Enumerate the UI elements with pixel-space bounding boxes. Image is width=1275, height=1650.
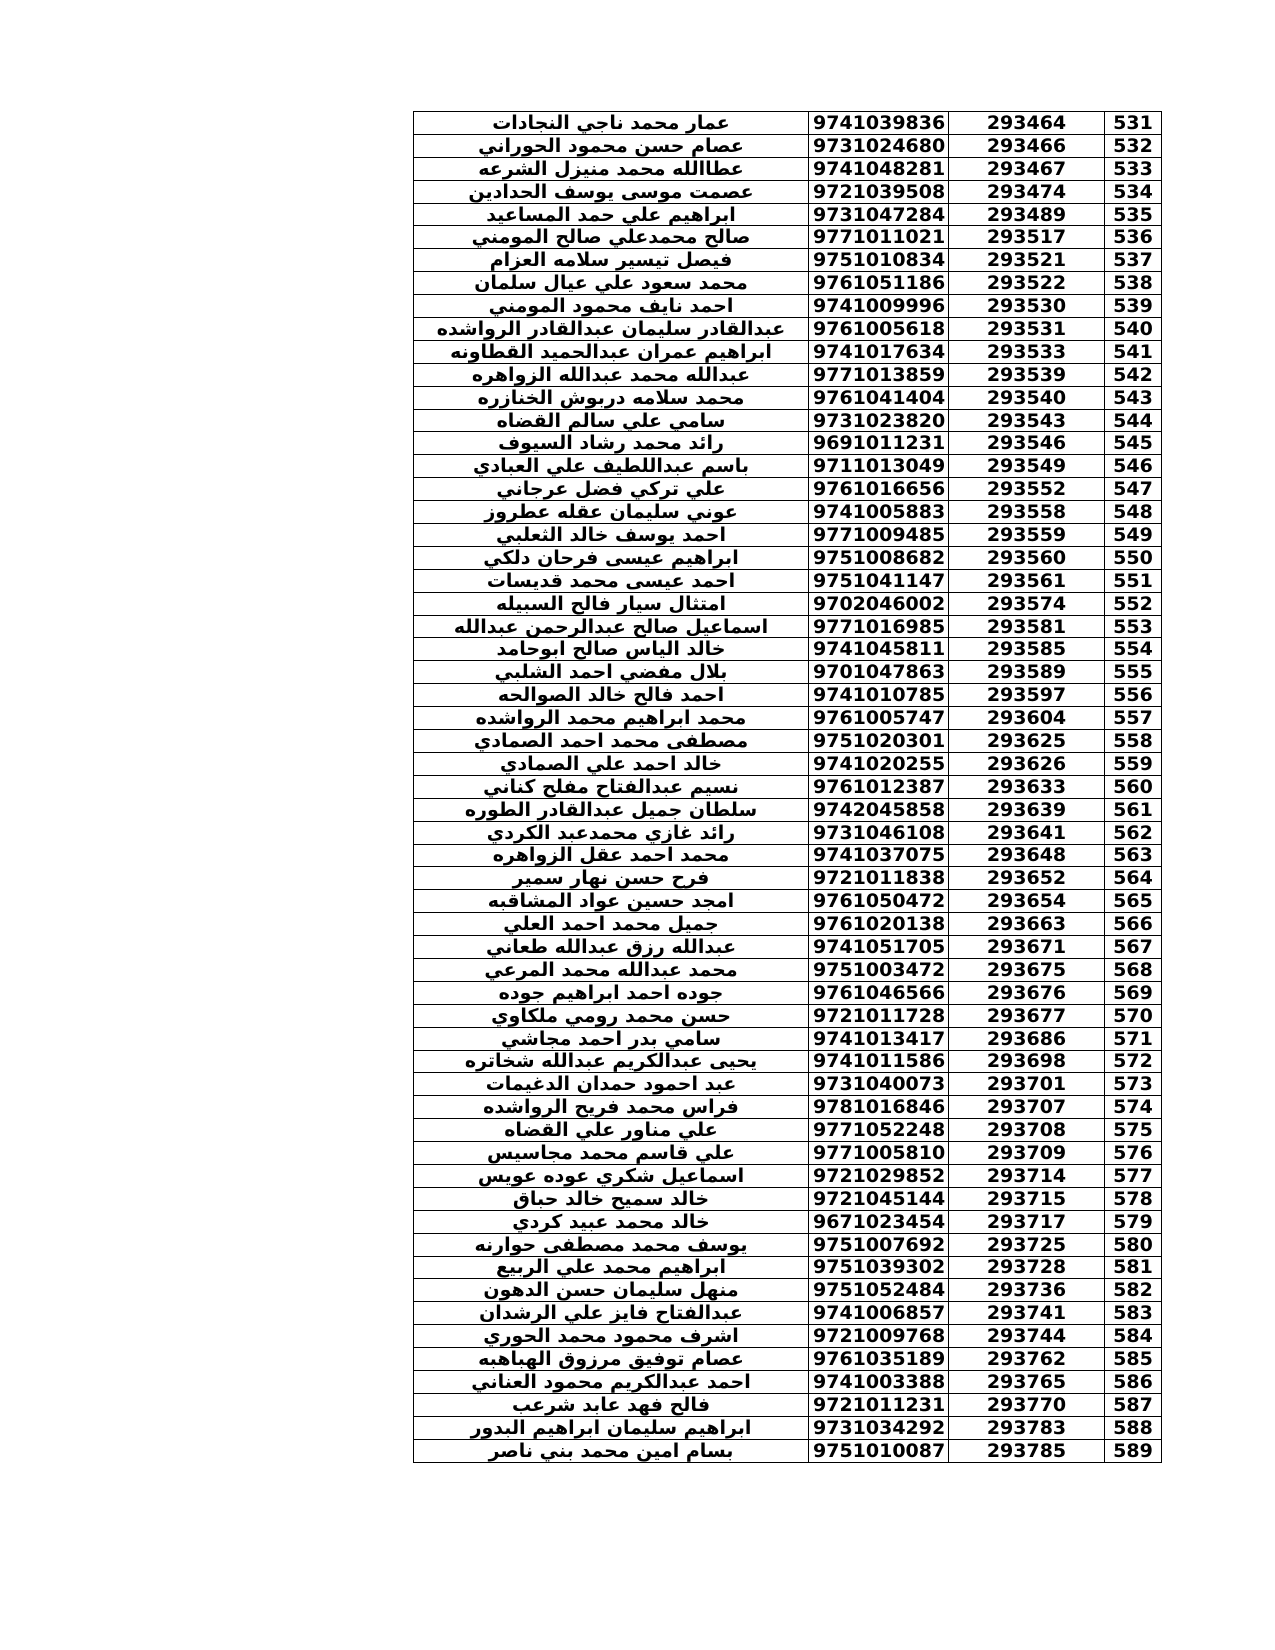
national-id-cell: 9731047284 [809, 203, 949, 226]
national-id-cell: 9751010834 [809, 249, 949, 272]
name-cell: اشرف محمود محمد الحوري [414, 1325, 809, 1348]
name-cell: خالد سميح خالد حباق [414, 1187, 809, 1210]
code-cell: 293546 [949, 432, 1105, 455]
code-cell: 293474 [949, 180, 1105, 203]
table-row [414, 707, 1162, 730]
sequence-number-cell: 574 [1105, 1096, 1162, 1119]
sequence-number-cell: 553 [1105, 615, 1162, 638]
table-row [414, 134, 1162, 157]
code-cell: 293489 [949, 203, 1105, 226]
table-row [414, 249, 1162, 272]
sequence-number-cell: 582 [1105, 1279, 1162, 1302]
code-cell: 293708 [949, 1119, 1105, 1142]
code-cell: 293585 [949, 638, 1105, 661]
national-id-cell: 9741017634 [809, 340, 949, 363]
table-row [414, 981, 1162, 1004]
code-cell: 293762 [949, 1348, 1105, 1371]
code-cell: 293686 [949, 1027, 1105, 1050]
code-cell: 293783 [949, 1416, 1105, 1439]
national-id-cell: 9751010087 [809, 1439, 949, 1462]
code-cell: 293574 [949, 592, 1105, 615]
national-id-cell: 9771052248 [809, 1119, 949, 1142]
table-row [414, 1210, 1162, 1233]
national-id-cell: 9741009996 [809, 295, 949, 318]
national-id-cell: 9771013859 [809, 363, 949, 386]
sequence-number-cell: 580 [1105, 1233, 1162, 1256]
table-row [414, 272, 1162, 295]
name-cell: محمد سعود علي عيال سلمان [414, 272, 809, 295]
name-cell: بسام امين محمد بني ناصر [414, 1439, 809, 1462]
national-id-cell: 9741039836 [809, 112, 949, 135]
code-cell: 293467 [949, 157, 1105, 180]
table-row [414, 180, 1162, 203]
name-cell: نسيم عبدالفتاح مفلح كناني [414, 775, 809, 798]
name-cell: عبدالله محمد عبدالله الزواهره [414, 363, 809, 386]
sequence-number-cell: 557 [1105, 707, 1162, 730]
national-id-cell: 9721011728 [809, 1004, 949, 1027]
code-cell: 293676 [949, 981, 1105, 1004]
table-row [414, 1256, 1162, 1279]
sequence-number-cell: 559 [1105, 752, 1162, 775]
table-row [414, 524, 1162, 547]
name-cell: احمد فالح خالد الصوالحه [414, 684, 809, 707]
sequence-number-cell: 560 [1105, 775, 1162, 798]
table-row [414, 958, 1162, 981]
code-cell: 293539 [949, 363, 1105, 386]
national-id-cell: 9711013049 [809, 455, 949, 478]
table-row [414, 295, 1162, 318]
national-id-cell: 9751052484 [809, 1279, 949, 1302]
sequence-number-cell: 585 [1105, 1348, 1162, 1371]
table-row [414, 730, 1162, 753]
sequence-number-cell: 545 [1105, 432, 1162, 455]
table-row [414, 1050, 1162, 1073]
table-row [414, 936, 1162, 959]
national-id-cell: 9741051705 [809, 936, 949, 959]
sequence-number-cell: 547 [1105, 478, 1162, 501]
name-cell: ابراهيم علي حمد المساعيد [414, 203, 809, 226]
name-cell: فرح حسن نهار سمير [414, 867, 809, 890]
code-cell: 293597 [949, 684, 1105, 707]
code-cell: 293540 [949, 386, 1105, 409]
table-row [414, 569, 1162, 592]
code-cell: 293639 [949, 798, 1105, 821]
national-id-cell: 9742045858 [809, 798, 949, 821]
table-row [414, 226, 1162, 249]
sequence-number-cell: 584 [1105, 1325, 1162, 1348]
table-row [414, 913, 1162, 936]
sequence-number-cell: 589 [1105, 1439, 1162, 1462]
name-cell: علي تركي فضل عرجاني [414, 478, 809, 501]
code-cell: 293741 [949, 1302, 1105, 1325]
national-id-cell: 9771011021 [809, 226, 949, 249]
national-id-cell: 9761041404 [809, 386, 949, 409]
national-id-cell: 9761051186 [809, 272, 949, 295]
sequence-number-cell: 544 [1105, 409, 1162, 432]
name-cell: سامي علي سالم القضاه [414, 409, 809, 432]
name-cell: محمد احمد عقل الزواهره [414, 844, 809, 867]
code-cell: 293736 [949, 1279, 1105, 1302]
national-id-cell: 9701047863 [809, 661, 949, 684]
sequence-number-cell: 539 [1105, 295, 1162, 318]
sequence-number-cell: 538 [1105, 272, 1162, 295]
table-row [414, 1233, 1162, 1256]
national-id-cell: 9731023820 [809, 409, 949, 432]
table-row [414, 318, 1162, 341]
national-id-cell: 9751003472 [809, 958, 949, 981]
table-row [414, 1073, 1162, 1096]
table-row [414, 1119, 1162, 1142]
code-cell: 293765 [949, 1370, 1105, 1393]
name-cell: امتثال سيار فالح السبيله [414, 592, 809, 615]
national-id-cell: 9741003388 [809, 1370, 949, 1393]
name-cell: بلال مفضي احمد الشلبي [414, 661, 809, 684]
national-id-cell: 9731040073 [809, 1073, 949, 1096]
sequence-number-cell: 578 [1105, 1187, 1162, 1210]
national-id-cell: 9751039302 [809, 1256, 949, 1279]
sequence-number-cell: 569 [1105, 981, 1162, 1004]
name-cell: ابراهيم عيسى فرحان دلكي [414, 546, 809, 569]
table-row [414, 1164, 1162, 1187]
table-row [414, 1325, 1162, 1348]
name-cell: احمد يوسف خالد الثعلبي [414, 524, 809, 547]
name-cell: جوده احمد ابراهيم جوده [414, 981, 809, 1004]
national-id-cell: 9761035189 [809, 1348, 949, 1371]
name-cell: عبدالله رزق عبدالله طعاني [414, 936, 809, 959]
national-id-cell: 9761005618 [809, 318, 949, 341]
name-cell: امجد حسين عواد المشاقبه [414, 890, 809, 913]
national-id-cell: 9741011586 [809, 1050, 949, 1073]
table-row [414, 775, 1162, 798]
code-cell: 293785 [949, 1439, 1105, 1462]
table-row [414, 363, 1162, 386]
name-cell: اسماعيل صالح عبدالرحمن عبدالله [414, 615, 809, 638]
table-row [414, 1393, 1162, 1416]
table-row [414, 1416, 1162, 1439]
national-id-cell: 9761016656 [809, 478, 949, 501]
name-cell: سلطان جميل عبدالقادر الطوره [414, 798, 809, 821]
table-row [414, 1142, 1162, 1165]
sequence-number-cell: 533 [1105, 157, 1162, 180]
national-id-cell: 9761050472 [809, 890, 949, 913]
code-cell: 293714 [949, 1164, 1105, 1187]
sequence-number-cell: 532 [1105, 134, 1162, 157]
sequence-number-cell: 566 [1105, 913, 1162, 936]
table-row [414, 455, 1162, 478]
name-cell: احمد عبدالكريم محمود العناني [414, 1370, 809, 1393]
name-cell: سامي بدر احمد مجاشي [414, 1027, 809, 1050]
code-cell: 293654 [949, 890, 1105, 913]
table-row [414, 1004, 1162, 1027]
name-cell: ابراهيم محمد علي الربيع [414, 1256, 809, 1279]
code-cell: 293464 [949, 112, 1105, 135]
sequence-number-cell: 537 [1105, 249, 1162, 272]
sequence-number-cell: 565 [1105, 890, 1162, 913]
code-cell: 293552 [949, 478, 1105, 501]
national-id-cell: 9691011231 [809, 432, 949, 455]
table-row [414, 1348, 1162, 1371]
table-row [414, 112, 1162, 135]
name-cell: عصام توفيق مرزوق الهباهبه [414, 1348, 809, 1371]
national-id-cell: 9731046108 [809, 821, 949, 844]
sequence-number-cell: 541 [1105, 340, 1162, 363]
sequence-number-cell: 586 [1105, 1370, 1162, 1393]
national-id-cell: 9741037075 [809, 844, 949, 867]
code-cell: 293558 [949, 501, 1105, 524]
national-id-cell: 9741020255 [809, 752, 949, 775]
code-cell: 293709 [949, 1142, 1105, 1165]
sequence-number-cell: 573 [1105, 1073, 1162, 1096]
code-cell: 293728 [949, 1256, 1105, 1279]
table-row [414, 615, 1162, 638]
code-cell: 293589 [949, 661, 1105, 684]
sequence-number-cell: 575 [1105, 1119, 1162, 1142]
national-id-cell: 9751020301 [809, 730, 949, 753]
table-row [414, 1439, 1162, 1462]
name-cell: خالد محمد عبيد كردي [414, 1210, 809, 1233]
national-id-cell: 9741045811 [809, 638, 949, 661]
national-id-cell: 9761046566 [809, 981, 949, 1004]
name-cell: عمار محمد ناجي النجادات [414, 112, 809, 135]
table-row [414, 661, 1162, 684]
code-cell: 293717 [949, 1210, 1105, 1233]
table-row [414, 867, 1162, 890]
code-cell: 293543 [949, 409, 1105, 432]
code-cell: 293701 [949, 1073, 1105, 1096]
sequence-number-cell: 562 [1105, 821, 1162, 844]
national-id-cell: 9721029852 [809, 1164, 949, 1187]
sequence-number-cell: 543 [1105, 386, 1162, 409]
sequence-number-cell: 542 [1105, 363, 1162, 386]
national-id-cell: 9761020138 [809, 913, 949, 936]
national-id-cell: 9741006857 [809, 1302, 949, 1325]
table-row [414, 1096, 1162, 1119]
name-cell: صالح محمدعلي صالح المومني [414, 226, 809, 249]
national-id-cell: 9781016846 [809, 1096, 949, 1119]
code-cell: 293581 [949, 615, 1105, 638]
national-id-cell: 9771009485 [809, 524, 949, 547]
name-cell: احمد نايف محمود المومني [414, 295, 809, 318]
table-row [414, 684, 1162, 707]
name-cell: جميل محمد احمد العلي [414, 913, 809, 936]
sequence-number-cell: 576 [1105, 1142, 1162, 1165]
code-cell: 293725 [949, 1233, 1105, 1256]
table-row [414, 1027, 1162, 1050]
table-row [414, 546, 1162, 569]
sequence-number-cell: 558 [1105, 730, 1162, 753]
name-cell: رائد غازي محمدعبد الكردي [414, 821, 809, 844]
code-cell: 293770 [949, 1393, 1105, 1416]
table-row [414, 1187, 1162, 1210]
code-cell: 293561 [949, 569, 1105, 592]
sequence-number-cell: 567 [1105, 936, 1162, 959]
name-cell: عصمت موسى يوسف الحدادين [414, 180, 809, 203]
name-cell: حسن محمد رومي ملكاوي [414, 1004, 809, 1027]
sequence-number-cell: 548 [1105, 501, 1162, 524]
name-cell: خالد الياس صالح ابوحامد [414, 638, 809, 661]
national-id-cell: 9702046002 [809, 592, 949, 615]
table-row [414, 890, 1162, 913]
national-id-cell: 9741013417 [809, 1027, 949, 1050]
code-cell: 293707 [949, 1096, 1105, 1119]
name-cell: فالح فهد عابد شرعب [414, 1393, 809, 1416]
table-row [414, 501, 1162, 524]
table-row [414, 798, 1162, 821]
code-cell: 293559 [949, 524, 1105, 547]
code-cell: 293641 [949, 821, 1105, 844]
name-cell: محمد ابراهيم محمد الرواشده [414, 707, 809, 730]
name-cell: يوسف محمد مصطفى حوارنه [414, 1233, 809, 1256]
name-cell: خالد احمد علي الصمادي [414, 752, 809, 775]
sequence-number-cell: 551 [1105, 569, 1162, 592]
table-row [414, 157, 1162, 180]
name-cell: مصطفى محمد احمد الصمادي [414, 730, 809, 753]
sequence-number-cell: 561 [1105, 798, 1162, 821]
national-id-cell: 9721011838 [809, 867, 949, 890]
national-id-cell: 9761005747 [809, 707, 949, 730]
name-cell: احمد عيسى محمد قديسات [414, 569, 809, 592]
name-cell: ابراهيم عمران عبدالحميد القطاونه [414, 340, 809, 363]
sequence-number-cell: 564 [1105, 867, 1162, 890]
name-cell: فيصل تيسير سلامه العزام [414, 249, 809, 272]
code-cell: 293648 [949, 844, 1105, 867]
sequence-number-cell: 581 [1105, 1256, 1162, 1279]
name-cell: فراس محمد فريح الرواشده [414, 1096, 809, 1119]
name-cell: يحيى عبدالكريم عبدالله شخاتره [414, 1050, 809, 1073]
table-row [414, 1370, 1162, 1393]
code-cell: 293531 [949, 318, 1105, 341]
national-id-cell: 9771005810 [809, 1142, 949, 1165]
name-cell: عبدالفتاح فايز علي الرشدان [414, 1302, 809, 1325]
code-cell: 293633 [949, 775, 1105, 798]
table-row [414, 1302, 1162, 1325]
name-cell: عوني سليمان عقله عطروز [414, 501, 809, 524]
name-cell: محمد سلامه دربوش الخنازره [414, 386, 809, 409]
table-row [414, 821, 1162, 844]
sequence-number-cell: 536 [1105, 226, 1162, 249]
national-id-cell: 9741010785 [809, 684, 949, 707]
code-cell: 293604 [949, 707, 1105, 730]
code-cell: 293677 [949, 1004, 1105, 1027]
sequence-number-cell: 577 [1105, 1164, 1162, 1187]
code-cell: 293466 [949, 134, 1105, 157]
name-cell: عصام حسن محمود الحوراني [414, 134, 809, 157]
sequence-number-cell: 550 [1105, 546, 1162, 569]
table-row [414, 844, 1162, 867]
code-cell: 293625 [949, 730, 1105, 753]
name-cell: منهل سليمان حسن الدهون [414, 1279, 809, 1302]
sequence-number-cell: 535 [1105, 203, 1162, 226]
name-cell: عبدالقادر سليمان عبدالقادر الرواشده [414, 318, 809, 341]
sequence-number-cell: 583 [1105, 1302, 1162, 1325]
sequence-number-cell: 568 [1105, 958, 1162, 981]
sequence-number-cell: 555 [1105, 661, 1162, 684]
name-cell: اسماعيل شكري عوده عويس [414, 1164, 809, 1187]
table-row [414, 203, 1162, 226]
sequence-number-cell: 563 [1105, 844, 1162, 867]
name-cell: علي قاسم محمد مجاسيس [414, 1142, 809, 1165]
code-cell: 293652 [949, 867, 1105, 890]
code-cell: 293626 [949, 752, 1105, 775]
table-row [414, 592, 1162, 615]
national-id-cell: 9731024680 [809, 134, 949, 157]
national-id-cell: 9721045144 [809, 1187, 949, 1210]
table-row [414, 386, 1162, 409]
name-cell: باسم عبداللطيف علي العبادي [414, 455, 809, 478]
sequence-number-cell: 540 [1105, 318, 1162, 341]
name-cell: عبد احمود حمدان الدغيمات [414, 1073, 809, 1096]
national-id-cell: 9721011231 [809, 1393, 949, 1416]
national-id-cell: 9771016985 [809, 615, 949, 638]
national-id-cell: 9751008682 [809, 546, 949, 569]
national-id-cell: 9721009768 [809, 1325, 949, 1348]
code-cell: 293744 [949, 1325, 1105, 1348]
sequence-number-cell: 531 [1105, 112, 1162, 135]
national-id-cell: 9721039508 [809, 180, 949, 203]
table-row [414, 432, 1162, 455]
code-cell: 293560 [949, 546, 1105, 569]
table-row [414, 638, 1162, 661]
code-cell: 293715 [949, 1187, 1105, 1210]
sequence-number-cell: 554 [1105, 638, 1162, 661]
sequence-number-cell: 549 [1105, 524, 1162, 547]
national-id-cell: 9741005883 [809, 501, 949, 524]
table-row [414, 340, 1162, 363]
name-cell: محمد عبدالله محمد المرعي [414, 958, 809, 981]
sequence-number-cell: 570 [1105, 1004, 1162, 1027]
table-row [414, 752, 1162, 775]
sequence-number-cell: 534 [1105, 180, 1162, 203]
sequence-number-cell: 552 [1105, 592, 1162, 615]
code-cell: 293663 [949, 913, 1105, 936]
name-cell: عطاالله محمد منيزل الشرعه [414, 157, 809, 180]
sequence-number-cell: 587 [1105, 1393, 1162, 1416]
name-cell: علي مناور علي القضاه [414, 1119, 809, 1142]
code-cell: 293522 [949, 272, 1105, 295]
roster-table-body [414, 112, 1162, 1463]
sequence-number-cell: 579 [1105, 1210, 1162, 1233]
code-cell: 293521 [949, 249, 1105, 272]
national-id-cell: 9751007692 [809, 1233, 949, 1256]
national-id-cell: 9741048281 [809, 157, 949, 180]
code-cell: 293675 [949, 958, 1105, 981]
roster-table [413, 111, 1162, 1463]
table-row [414, 478, 1162, 501]
table-row [414, 1279, 1162, 1302]
national-id-cell: 9731034292 [809, 1416, 949, 1439]
code-cell: 293533 [949, 340, 1105, 363]
national-id-cell: 9751041147 [809, 569, 949, 592]
sequence-number-cell: 546 [1105, 455, 1162, 478]
national-id-cell: 9761012387 [809, 775, 949, 798]
sequence-number-cell: 572 [1105, 1050, 1162, 1073]
sequence-number-cell: 588 [1105, 1416, 1162, 1439]
code-cell: 293530 [949, 295, 1105, 318]
name-cell: ابراهيم سليمان ابراهيم البدور [414, 1416, 809, 1439]
code-cell: 293549 [949, 455, 1105, 478]
code-cell: 293671 [949, 936, 1105, 959]
national-id-cell: 9671023454 [809, 1210, 949, 1233]
code-cell: 293698 [949, 1050, 1105, 1073]
code-cell: 293517 [949, 226, 1105, 249]
sequence-number-cell: 556 [1105, 684, 1162, 707]
table-row [414, 409, 1162, 432]
name-cell: رائد محمد رشاد السيوف [414, 432, 809, 455]
sequence-number-cell: 571 [1105, 1027, 1162, 1050]
